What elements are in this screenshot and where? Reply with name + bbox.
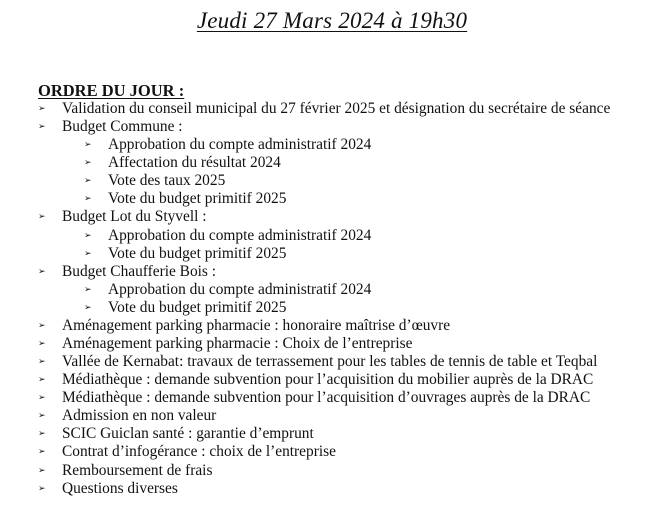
agenda-item-text: Approbation du compte administratif 2024 [108,280,372,298]
arrow-bullet-icon: ➢ [38,375,46,386]
agenda-item-text: Budget Chaufferie Bois : [62,262,217,280]
agenda-item [0,317,664,335]
agenda-item-text: Aménagement parking pharmacie : honoraire maîtrise d’œuvre [62,316,451,334]
arrow-bullet-icon: ➢ [84,194,92,205]
agenda-item [0,371,664,389]
arrow-bullet-icon: ➢ [84,248,92,259]
agenda-subitem [0,299,664,317]
agenda-item-text: Vote du budget primitif 2025 [108,190,287,208]
agenda-item [0,443,664,461]
agenda-list [0,100,664,498]
agenda-item-text: Vote du budget primitif 2025 [108,298,287,316]
arrow-bullet-icon: ➢ [38,357,46,368]
arrow-bullet-icon: ➢ [38,212,46,223]
arrow-bullet-icon: ➢ [38,122,46,133]
agenda-item-text: SCIC Guiclan santé : garantie d’emprunt [62,425,314,443]
agenda-subitem [0,190,664,208]
agenda-item-text: Admission en non valeur [62,407,217,425]
agenda-title: ORDRE DU JOUR : [38,81,185,100]
agenda-subitem [0,245,664,263]
agenda-item [0,407,664,425]
arrow-bullet-icon: ➢ [38,104,46,114]
agenda-item [0,462,664,480]
agenda-item-text: Affectation du résultat 2024 [108,154,281,172]
agenda-item-text: Approbation du compte administratif 2024 [108,136,372,154]
arrow-bullet-icon: ➢ [38,465,46,476]
agenda-item-text: Budget Commune : [62,118,183,136]
arrow-bullet-icon: ➢ [38,429,46,440]
agenda-item [0,335,664,353]
agenda-item [0,480,664,498]
agenda-item-text: Remboursement de frais [62,461,213,479]
agenda-item [0,208,664,226]
arrow-bullet-icon: ➢ [84,302,92,313]
agenda-item-text: Médiathèque : demande subvention pour l’acquisition du mobilier auprès de la DRAC [62,371,594,389]
agenda-item-text: Validation du conseil municipal du 27 février 2025 et désignation du secrétaire de séance [62,100,611,117]
agenda-item [0,118,664,136]
agenda-item [0,100,664,118]
agenda-item-text: Aménagement parking pharmacie : Choix de l’entreprise [62,335,413,353]
arrow-bullet-icon: ➢ [84,284,92,295]
agenda-item [0,425,664,443]
arrow-bullet-icon: ➢ [84,158,92,169]
agenda-item [0,263,664,281]
agenda-item-text: Budget Lot du Styvell : [62,208,207,226]
agenda-subitem [0,136,664,154]
agenda-item-text: Questions diverses [62,479,178,497]
arrow-bullet-icon: ➢ [38,411,46,422]
arrow-bullet-icon: ➢ [38,483,46,494]
agenda-item-text: Contrat d’infogérance : choix de l’entreprise [62,443,336,461]
arrow-bullet-icon: ➢ [38,266,46,277]
agenda-item-text: Médiathèque : demande subvention pour l’acquisition d’ouvrages auprès de la DRAC [62,389,591,407]
arrow-bullet-icon: ➢ [84,140,92,151]
arrow-bullet-icon: ➢ [38,447,46,458]
arrow-bullet-icon: ➢ [38,320,46,331]
agenda-item-text: Vallée de Kernabat: travaux de terrassement pour les tables de tennis de table et Teqbal [62,353,598,371]
arrow-bullet-icon: ➢ [84,176,92,187]
agenda-item-text: Vote des taux 2025 [108,172,226,190]
meeting-date-heading: Jeudi 27 Mars 2024 à 19h30 [196,8,468,33]
arrow-bullet-icon: ➢ [84,230,92,241]
agenda-item [0,353,664,371]
arrow-bullet-icon: ➢ [38,339,46,350]
agenda-subitem [0,281,664,299]
agenda-subitem [0,154,664,172]
agenda-item-text: Vote du budget primitif 2025 [108,244,287,262]
agenda-subitem [0,227,664,245]
agenda-subitem [0,172,664,190]
agenda-item-text: Approbation du compte administratif 2024 [108,226,372,244]
agenda-item [0,389,664,407]
arrow-bullet-icon: ➢ [38,393,46,404]
